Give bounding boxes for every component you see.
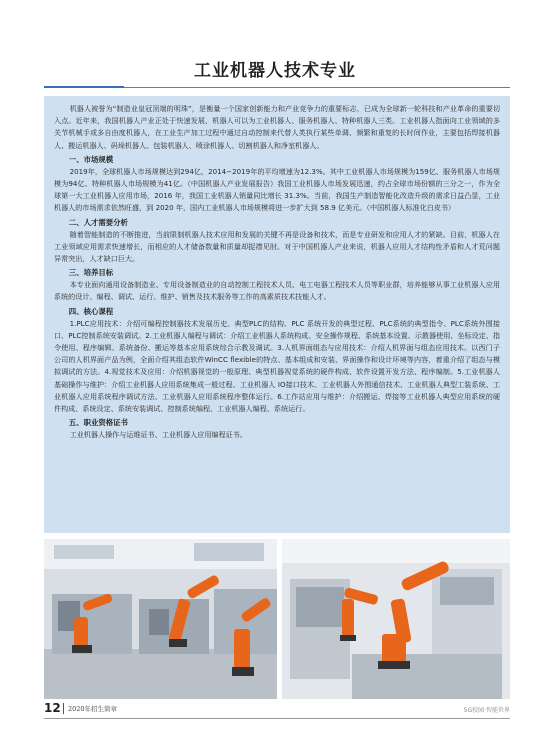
- title-rule: [44, 84, 510, 90]
- title-rule-line: [124, 87, 510, 88]
- robot-photo-left: [44, 539, 277, 699]
- intro-paragraph: 机器人被誉为“制造业皇冠顶端的明珠”，是衡量一个国家创新能力和产业竞争力的重要标志，已成为全球新一轮科技和产业革命的重要切入点。近年来，我国机器人产业正处于快速发展，机器人可以为工业机器人、服务机器人、特种机器人三类。工业机器人指面向工业领域的多关节机械手或多自由度机器人，在工业生产加工过程中通过自动控制来代替人类执行某些单调、频繁和重复的长时间作业，主要包括焊接机器人、搬运机器人、码垛机器人、包装机器人、喷涂机器人、切割机器人和净室机器人。: [54, 104, 500, 150]
- section-body-core-courses: 1.PLC应用技术：介绍可编程控制器技术发展历史、典型PLC的结构、PLC 系统开发的典型过程、PLC系统的典型指令、PLC系统外围接口、PLC控制系统安装调试。2.工业机器人编程与调试：介绍工业机器人系统构成、安全操作规程、系统基本设置、示教器使用、坐标设定、指令使用、程序编辑、系统备份、搬运等基本应用系统综合示教及调试。3.人机界面组态与应用技术：介绍人机界面与组态应用技术。以西门子公司的人机界面产品为例，全面介绍其组态软件WinCC flexible的特点、基本组成和安装、界面操作和设计环境等内容，着重介绍了组态与模拟调试的方法。4.视觉技术及应用：介绍机器视觉的一般原理、典型机器视觉系统的硬件构成、软件设置开发方法、程序编制。5.工业机器人基础操作与维护：介绍工业机器人应用系统集成一般过程、工业机器人 IO接口技术、工业机器人外围通信技术、工业机器人典型工装系统、工业机器人应用系统程序调试方法、工业机器人应用系统程序整体运行。6.工作站应用与维护：介绍搬运、焊接等工业机器人典型应用系统的硬件构成、系统设定、系统安装调试、控制系统编程、工业机器人编程、系统运行。: [54, 318, 500, 414]
- footer-tagline: 5G校园·智能世界: [463, 707, 510, 714]
- section-heading-talent-demand: 二、人才需要分析: [68, 217, 128, 227]
- footer-separator: [63, 703, 64, 714]
- section-body-certificates: 工业机器人操作与运维证书、工业机器人应用编程证书。: [69, 430, 247, 440]
- section-heading-certificates: 五、职业资格证书: [68, 418, 128, 428]
- section-heading-core-courses: 四、核心课程: [68, 306, 114, 316]
- page-title: 工业机器人技术专业: [194, 61, 356, 81]
- robot-cell-illustration: [282, 539, 510, 699]
- publication-title: 2020年招生简章: [68, 705, 118, 713]
- section-heading-market: 一、市场规模: [68, 154, 114, 164]
- page-number: 12: [44, 701, 61, 715]
- article-panel: [44, 96, 510, 533]
- section-body-market: 2019年，全球机器人市场规模达到294亿，2014−2019年的平均增速为12.3%。其中工业机器人市场规模为159亿、服务机器人市场规模为94亿、特种机器人市场规模为41亿。（中国机器人产业发展报告）我国工业机器人市场发展迅速，约占全球市场份额的三分之一，作为全球第一大工业机器人应用市场，2016 年，我国工业机器人销量同比增长 31.3%。当前，我国生产制造智能化改造升级的需求日益凸显，工业机器人的市场需求依然旺盛，到 2020 年，国内工业机器人市场规模将进一步扩大到 58.9 亿美元。（中国机器人标准化白皮书）: [54, 166, 500, 213]
- title-rule-accent: [44, 86, 124, 88]
- section-body-training-goal: 本专业面向通用设备制造业、专用设备制造业的自动控制工程技术人员、电工电器工程技术人员等职业群，培养能够从事工业机器人应用系统的设计、编程、调试、运行、维护、销售及技术服务等工作的高素质技术技能人才。: [54, 280, 500, 302]
- robot-photo-right: [282, 539, 510, 699]
- robot-lab-illustration: [44, 539, 277, 699]
- footer-rule: [44, 718, 510, 719]
- section-heading-training-goal: 三、培养目标: [68, 268, 114, 278]
- section-body-talent-demand: 随着智能制造的不断推进，当前限制机器人技术应用和发展的关键不再是设备和技术，而是专业研发和应用人才的紧缺。目前，机器人在工业领域应用需求快速增长，而相应的人才储备数量和质量却捉襟见肘。对于中国机器人产业来说，机器人应用人才结构性矛盾和人才荒问题异常突出，人才缺口巨大。: [54, 229, 500, 264]
